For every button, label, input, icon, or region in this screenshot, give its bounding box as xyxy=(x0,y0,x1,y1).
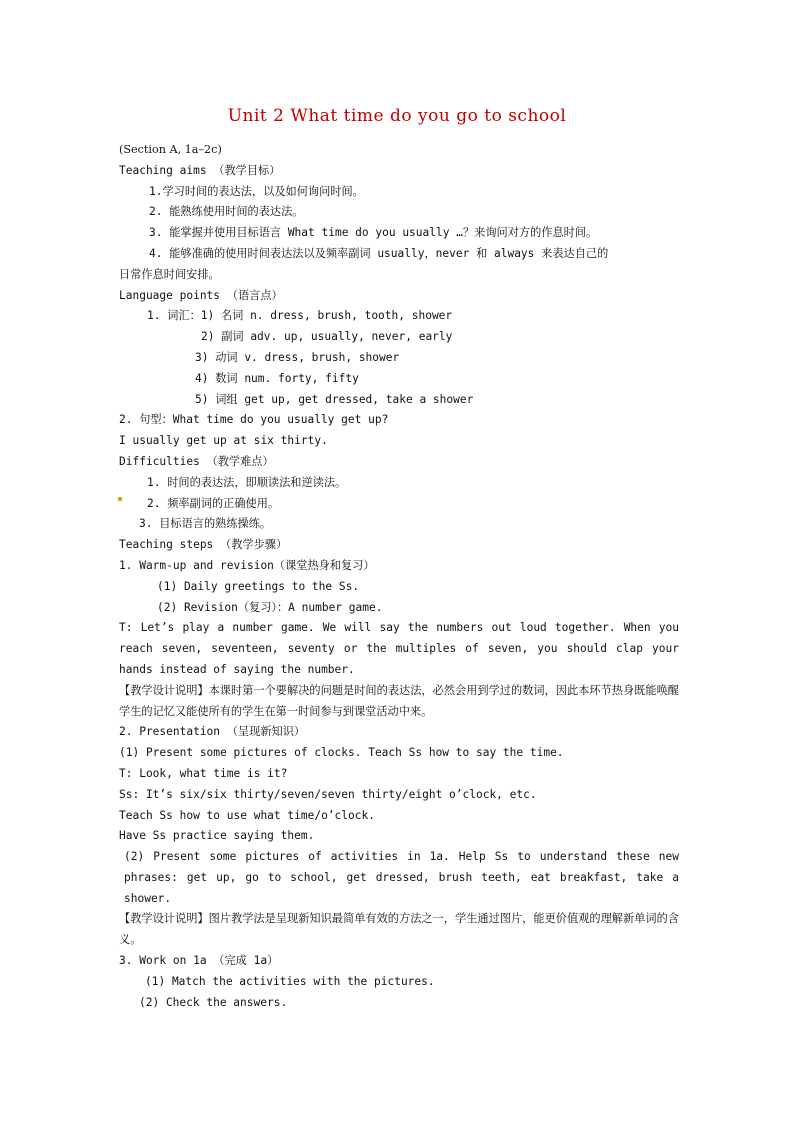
step-item: (1) Present some pictures of clocks. Teach Ss how to say the time. xyxy=(119,746,564,760)
vocab-item: 4) 数词 num. forty, fifty xyxy=(195,371,359,385)
instruction-line: Have Ss practice saying them. xyxy=(119,829,315,843)
student-line: Ss: It’s six/six thirty/seven/seven thirty/eight o’clock, etc. xyxy=(119,787,537,801)
teacher-instruction: T: Let’s play a number game. We will say the numbers out loud together. When you reach seven, seventeen, seventy or the multiples of seven, you should clap your hands instead of saying the number. xyxy=(119,621,679,676)
difficulty-item: 3. 目标语言的熟练操练。 xyxy=(139,517,272,531)
heading-teaching-aims: Teaching aims （教学目标） xyxy=(119,163,281,177)
step-heading: 1. Warm-up and revision（课堂热身和复习） xyxy=(119,558,375,572)
aim-item: 1.学习时间的表达法，以及如何询问时间。 xyxy=(149,184,364,198)
section-label: (Section A, 1a–2c) xyxy=(119,143,222,156)
aim-item: 3. 能掌握并使用目标语言 What time do you usually …？来询问对方的作息时间。 xyxy=(149,226,598,240)
design-note: 【教学设计说明】图片教学法是呈现新知识最简单有效的方法之一，学生通过图片，能更价值观的理解新单词的含义。 xyxy=(119,912,679,947)
step-item: (2) Check the answers. xyxy=(139,995,288,1009)
sentence-pattern-answer: I usually get up at six thirty. xyxy=(119,434,328,448)
aim-item: 4. 能够准确的使用时间表达法以及频率副词 usually，never 和 always 来表达自己的 xyxy=(149,246,609,260)
document-body xyxy=(119,140,679,1013)
heading-language-points: Language points （语言点） xyxy=(119,288,283,302)
vocab-item: 2) 副词 adv. up, usually, never, early xyxy=(201,330,453,344)
difficulty-item: 1. 时间的表达法，即顺读法和逆读法。 xyxy=(147,475,347,489)
step-item: (2) Revision（复习）：A number game. xyxy=(157,600,383,614)
aim-item: 2. 能熟练使用时间的表达法。 xyxy=(149,205,304,219)
instruction-line: Teach Ss how to use what time/o’clock. xyxy=(119,808,375,822)
teacher-line: T: Look, what time is it? xyxy=(119,766,288,780)
step-item: (2) Present some pictures of activities in 1a. Help Ss to understand these new phrases: get up, go to school, get dressed, brush teeth, eat breakfast, take a shower. xyxy=(124,850,679,905)
vocab-item: 1. 词汇：1) 名词 n. dress, brush, tooth, shower xyxy=(147,309,453,323)
step-item: (1) Daily greetings to the Ss. xyxy=(157,579,360,593)
sentence-pattern: 2. 句型：What time do you usually get up? xyxy=(119,413,389,427)
step-heading: 2. Presentation （呈现新知识） xyxy=(119,725,306,739)
aim-item-continued: 日常作息时间安排。 xyxy=(119,267,220,281)
step-heading: 3. Work on 1a （完成 1a） xyxy=(119,954,279,968)
difficulty-item: 2. 频率副词的正确使用。 xyxy=(147,496,280,510)
document-title: Unit 2 What time do you go to school xyxy=(227,106,567,126)
step-item: (1) Match the activities with the pictures. xyxy=(145,974,435,988)
design-note: 【教学设计说明】本课时第一个要解决的问题是时间的表达法，必然会用到学过的数词，因此本环节热身既能唤醒学生的记忆又能使所有的学生在第一时间参与到课堂活动中来。 xyxy=(119,683,679,718)
vocab-item: 3) 动词 v. dress, brush, shower xyxy=(195,350,400,364)
heading-teaching-steps: Teaching steps （教学步骤） xyxy=(119,538,288,552)
vocab-item: 5) 词组 get up, get dressed, take a shower xyxy=(195,392,474,406)
heading-difficulties: Difficulties （教学难点） xyxy=(119,454,274,468)
